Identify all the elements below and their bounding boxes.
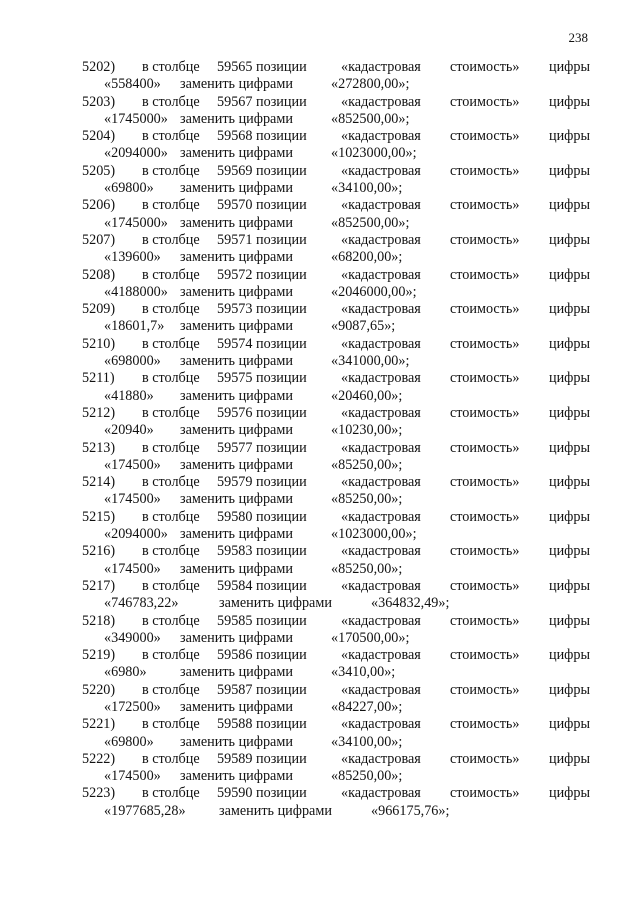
digits-label: цифры bbox=[549, 612, 591, 629]
replace-label: заменить цифрами bbox=[180, 145, 293, 162]
new-value: «34100,00»; bbox=[331, 733, 403, 750]
cost-label: стоимость» bbox=[450, 231, 520, 248]
cadastral-label: «кадастровая bbox=[341, 59, 421, 75]
cadastral-label: «кадастровая bbox=[341, 128, 421, 145]
digits-label: цифры bbox=[549, 59, 591, 75]
cost-label: стоимость» bbox=[450, 197, 520, 214]
in-column-label: в столбце bbox=[142, 543, 200, 560]
digits-label: цифры bbox=[549, 750, 591, 767]
replace-label: заменить цифрами bbox=[180, 733, 293, 750]
position-word: позиции bbox=[256, 301, 307, 318]
column-position bbox=[217, 128, 307, 145]
cost-label: стоимость» bbox=[450, 647, 520, 664]
cost-label: стоимость» bbox=[450, 681, 520, 698]
new-value: «341000,00»; bbox=[331, 353, 410, 370]
cadastral-label: «кадастровая bbox=[341, 370, 421, 387]
cadastral-label: «кадастровая bbox=[341, 543, 421, 560]
old-value: «174500» bbox=[104, 560, 161, 577]
column-position bbox=[217, 751, 307, 768]
old-value: «174500» bbox=[104, 456, 161, 473]
item-number: 5203) bbox=[82, 93, 116, 110]
item-number: 5223) bbox=[82, 785, 116, 802]
cadastral-label: «кадастровая bbox=[341, 231, 421, 248]
item-number: 5212) bbox=[82, 404, 116, 421]
column-position bbox=[217, 543, 307, 560]
new-value: «10230,00»; bbox=[331, 422, 403, 439]
new-value: «852500,00»; bbox=[331, 110, 410, 127]
column-number: 59585 bbox=[217, 612, 253, 629]
digits-label: цифры bbox=[549, 266, 591, 283]
column-number: 59584 bbox=[217, 577, 253, 594]
cadastral-label: «кадастровая bbox=[341, 404, 421, 421]
new-value: «2046000,00»; bbox=[331, 283, 417, 300]
new-value: «85250,00»; bbox=[331, 491, 403, 508]
replace-label: заменить цифрами bbox=[180, 387, 293, 404]
position-word: позиции bbox=[256, 231, 307, 248]
item-number: 5222) bbox=[82, 750, 116, 767]
digits-label: цифры bbox=[549, 577, 591, 594]
item-number: 5205) bbox=[82, 162, 116, 179]
old-value: «1745000» bbox=[104, 214, 168, 231]
cadastral-label: «кадастровая bbox=[341, 785, 421, 802]
cost-label: стоимость» bbox=[450, 612, 520, 629]
in-column-label: в столбце bbox=[142, 716, 200, 733]
replace-label: заменить цифрами bbox=[180, 180, 293, 197]
position-word: позиции bbox=[256, 508, 307, 525]
item-number: 5210) bbox=[82, 335, 116, 352]
list-item bbox=[0, 785, 639, 820]
cadastral-label: «кадастровая bbox=[341, 335, 421, 352]
in-column-label: в столбце bbox=[142, 647, 200, 664]
column-position bbox=[217, 578, 307, 595]
old-value: «69800» bbox=[104, 733, 154, 750]
position-word: позиции bbox=[256, 681, 307, 698]
cost-label: стоимость» bbox=[450, 577, 520, 594]
old-value: «2094000» bbox=[104, 526, 168, 543]
column-number: 59583 bbox=[217, 543, 253, 560]
replace-label: заменить цифрами bbox=[180, 249, 293, 266]
replace-label: заменить цифрами bbox=[180, 491, 293, 508]
column-number: 59571 bbox=[217, 231, 253, 248]
in-column-label: в столбце bbox=[142, 231, 200, 248]
column-number: 59567 bbox=[217, 93, 253, 110]
cadastral-label: «кадастровая bbox=[341, 681, 421, 698]
replace-label: заменить цифрами bbox=[180, 422, 293, 439]
replace-label: заменить цифрами bbox=[219, 595, 332, 612]
position-word: позиции bbox=[256, 474, 307, 491]
replace-label: заменить цифрами bbox=[180, 76, 293, 93]
position-word: позиции bbox=[256, 439, 307, 456]
position-word: позиции bbox=[256, 59, 307, 75]
digits-label: цифры bbox=[549, 197, 591, 214]
column-number: 59588 bbox=[217, 716, 253, 733]
position-word: позиции bbox=[256, 128, 307, 145]
old-value: «4188000» bbox=[104, 283, 168, 300]
column-position bbox=[217, 59, 307, 76]
column-number: 59586 bbox=[217, 647, 253, 664]
new-value: «85250,00»; bbox=[331, 456, 403, 473]
column-position bbox=[217, 163, 307, 180]
digits-label: цифры bbox=[549, 785, 591, 802]
list-item bbox=[0, 613, 639, 648]
column-number: 59574 bbox=[217, 335, 253, 352]
old-value: «2094000» bbox=[104, 145, 168, 162]
cost-label: стоимость» bbox=[450, 335, 520, 352]
item-number: 5202) bbox=[82, 59, 116, 75]
column-position bbox=[217, 94, 307, 111]
replace-label: заменить цифрами bbox=[180, 768, 293, 785]
old-value: «139600» bbox=[104, 249, 161, 266]
cost-label: стоимость» bbox=[450, 93, 520, 110]
list-item bbox=[0, 197, 639, 232]
new-value: «68200,00»; bbox=[331, 249, 403, 266]
item-number: 5216) bbox=[82, 543, 116, 560]
position-word: позиции bbox=[256, 404, 307, 421]
new-value: «966175,76»; bbox=[371, 802, 450, 819]
new-value: «1023000,00»; bbox=[331, 145, 417, 162]
digits-label: цифры bbox=[549, 370, 591, 387]
cost-label: стоимость» bbox=[450, 508, 520, 525]
column-number: 59568 bbox=[217, 128, 253, 145]
column-number: 59589 bbox=[217, 750, 253, 767]
old-value: «18601,7» bbox=[104, 318, 165, 335]
list-item bbox=[0, 474, 639, 509]
digits-label: цифры bbox=[549, 231, 591, 248]
column-number: 59572 bbox=[217, 266, 253, 283]
column-position bbox=[217, 716, 307, 733]
cadastral-label: «кадастровая bbox=[341, 750, 421, 767]
old-value: «698000» bbox=[104, 353, 161, 370]
digits-label: цифры bbox=[549, 162, 591, 179]
item-number: 5208) bbox=[82, 266, 116, 283]
digits-label: цифры bbox=[549, 647, 591, 664]
item-number: 5215) bbox=[82, 508, 116, 525]
in-column-label: в столбце bbox=[142, 162, 200, 179]
list-item bbox=[0, 163, 639, 198]
cost-label: стоимость» bbox=[450, 543, 520, 560]
new-value: «20460,00»; bbox=[331, 387, 403, 404]
column-position bbox=[217, 370, 307, 387]
in-column-label: в столбце bbox=[142, 750, 200, 767]
old-value: «41880» bbox=[104, 387, 154, 404]
old-value: «1977685,28» bbox=[104, 802, 186, 819]
in-column-label: в столбце bbox=[142, 577, 200, 594]
column-number: 59577 bbox=[217, 439, 253, 456]
new-value: «84227,00»; bbox=[331, 698, 403, 715]
replace-label: заменить цифрами bbox=[180, 560, 293, 577]
column-number: 59569 bbox=[217, 162, 253, 179]
list-item bbox=[0, 405, 639, 440]
column-position bbox=[217, 197, 307, 214]
old-value: «349000» bbox=[104, 629, 161, 646]
item-number: 5206) bbox=[82, 197, 116, 214]
item-number: 5204) bbox=[82, 128, 116, 145]
cost-label: стоимость» bbox=[450, 59, 520, 75]
list-item bbox=[0, 716, 639, 751]
digits-label: цифры bbox=[549, 404, 591, 421]
replace-label: заменить цифрами bbox=[180, 526, 293, 543]
new-value: «272800,00»; bbox=[331, 76, 410, 93]
column-position bbox=[217, 301, 307, 318]
list-item bbox=[0, 543, 639, 578]
cadastral-label: «кадастровая bbox=[341, 474, 421, 491]
position-word: позиции bbox=[256, 335, 307, 352]
digits-label: цифры bbox=[549, 93, 591, 110]
old-value: «174500» bbox=[104, 768, 161, 785]
cadastral-label: «кадастровая bbox=[341, 508, 421, 525]
cadastral-label: «кадастровая bbox=[341, 197, 421, 214]
position-word: позиции bbox=[256, 197, 307, 214]
position-word: позиции bbox=[256, 785, 307, 802]
new-value: «170500,00»; bbox=[331, 629, 410, 646]
digits-label: цифры bbox=[549, 543, 591, 560]
page-number: 238 bbox=[568, 30, 588, 45]
in-column-label: в столбце bbox=[142, 404, 200, 421]
position-word: позиции bbox=[256, 577, 307, 594]
replace-label: заменить цифрами bbox=[219, 802, 332, 819]
position-word: позиции bbox=[256, 647, 307, 664]
old-value: «6980» bbox=[104, 664, 147, 681]
list-item bbox=[0, 232, 639, 267]
old-value: «558400» bbox=[104, 76, 161, 93]
column-position bbox=[217, 336, 307, 353]
cadastral-label: «кадастровая bbox=[341, 647, 421, 664]
digits-label: цифры bbox=[549, 716, 591, 733]
position-word: позиции bbox=[256, 750, 307, 767]
new-value: «34100,00»; bbox=[331, 180, 403, 197]
cost-label: стоимость» bbox=[450, 266, 520, 283]
list-item bbox=[0, 370, 639, 405]
cadastral-label: «кадастровая bbox=[341, 301, 421, 318]
in-column-label: в столбце bbox=[142, 439, 200, 456]
column-number: 59570 bbox=[217, 197, 253, 214]
in-column-label: в столбце bbox=[142, 508, 200, 525]
in-column-label: в столбце bbox=[142, 59, 200, 75]
in-column-label: в столбце bbox=[142, 785, 200, 802]
cost-label: стоимость» bbox=[450, 750, 520, 767]
column-position bbox=[217, 647, 307, 664]
position-word: позиции bbox=[256, 370, 307, 387]
cost-label: стоимость» bbox=[450, 439, 520, 456]
digits-label: цифры bbox=[549, 681, 591, 698]
column-number: 59573 bbox=[217, 301, 253, 318]
in-column-label: в столбце bbox=[142, 335, 200, 352]
cadastral-label: «кадастровая bbox=[341, 266, 421, 283]
in-column-label: в столбце bbox=[142, 266, 200, 283]
old-value: «69800» bbox=[104, 180, 154, 197]
replace-label: заменить цифрами bbox=[180, 110, 293, 127]
replace-label: заменить цифрами bbox=[180, 456, 293, 473]
replace-label: заменить цифрами bbox=[180, 664, 293, 681]
replace-label: заменить цифрами bbox=[180, 318, 293, 335]
item-number: 5207) bbox=[82, 231, 116, 248]
amendments-list bbox=[0, 59, 639, 820]
cost-label: стоимость» bbox=[450, 716, 520, 733]
position-word: позиции bbox=[256, 266, 307, 283]
column-number: 59580 bbox=[217, 508, 253, 525]
column-number: 59575 bbox=[217, 370, 253, 387]
digits-label: цифры bbox=[549, 128, 591, 145]
item-number: 5209) bbox=[82, 301, 116, 318]
column-number: 59587 bbox=[217, 681, 253, 698]
replace-label: заменить цифрами bbox=[180, 214, 293, 231]
cadastral-label: «кадастровая bbox=[341, 577, 421, 594]
column-position bbox=[217, 682, 307, 699]
list-item bbox=[0, 751, 639, 786]
digits-label: цифры bbox=[549, 439, 591, 456]
column-number: 59576 bbox=[217, 404, 253, 421]
cadastral-label: «кадастровая bbox=[341, 612, 421, 629]
list-item bbox=[0, 267, 639, 302]
list-item bbox=[0, 336, 639, 371]
item-number: 5214) bbox=[82, 474, 116, 491]
in-column-label: в столбце bbox=[142, 681, 200, 698]
list-item bbox=[0, 94, 639, 129]
list-item bbox=[0, 59, 639, 94]
old-value: «174500» bbox=[104, 491, 161, 508]
position-word: позиции bbox=[256, 612, 307, 629]
digits-label: цифры bbox=[549, 508, 591, 525]
position-word: позиции bbox=[256, 93, 307, 110]
list-item bbox=[0, 128, 639, 163]
cost-label: стоимость» bbox=[450, 404, 520, 421]
replace-label: заменить цифрами bbox=[180, 283, 293, 300]
cadastral-label: «кадастровая bbox=[341, 439, 421, 456]
list-item bbox=[0, 578, 639, 613]
column-position bbox=[217, 785, 307, 802]
column-position bbox=[217, 267, 307, 284]
column-position bbox=[217, 232, 307, 249]
cost-label: стоимость» bbox=[450, 474, 520, 491]
digits-label: цифры bbox=[549, 474, 591, 491]
position-word: позиции bbox=[256, 543, 307, 560]
item-number: 5211) bbox=[82, 370, 115, 387]
position-word: позиции bbox=[256, 162, 307, 179]
new-value: «9087,65»; bbox=[331, 318, 396, 335]
replace-label: заменить цифрами bbox=[180, 698, 293, 715]
old-value: «746783,22» bbox=[104, 595, 179, 612]
cadastral-label: «кадастровая bbox=[341, 93, 421, 110]
list-item bbox=[0, 509, 639, 544]
in-column-label: в столбце bbox=[142, 474, 200, 491]
in-column-label: в столбце bbox=[142, 301, 200, 318]
item-number: 5220) bbox=[82, 681, 116, 698]
cost-label: стоимость» bbox=[450, 128, 520, 145]
old-value: «172500» bbox=[104, 698, 161, 715]
column-position bbox=[217, 613, 307, 630]
cost-label: стоимость» bbox=[450, 301, 520, 318]
list-item bbox=[0, 647, 639, 682]
item-number: 5213) bbox=[82, 439, 116, 456]
column-position bbox=[217, 405, 307, 422]
new-value: «1023000,00»; bbox=[331, 526, 417, 543]
digits-label: цифры bbox=[549, 301, 591, 318]
new-value: «364832,49»; bbox=[371, 595, 450, 612]
new-value: «3410,00»; bbox=[331, 664, 396, 681]
replace-label: заменить цифрами bbox=[180, 629, 293, 646]
item-number: 5221) bbox=[82, 716, 116, 733]
in-column-label: в столбце bbox=[142, 612, 200, 629]
position-word: позиции bbox=[256, 716, 307, 733]
in-column-label: в столбце bbox=[142, 93, 200, 110]
column-position bbox=[217, 440, 307, 457]
new-value: «85250,00»; bbox=[331, 768, 403, 785]
digits-label: цифры bbox=[549, 335, 591, 352]
cost-label: стоимость» bbox=[450, 370, 520, 387]
item-number: 5219) bbox=[82, 647, 116, 664]
in-column-label: в столбце bbox=[142, 197, 200, 214]
column-number: 59565 bbox=[217, 59, 253, 75]
in-column-label: в столбце bbox=[142, 128, 200, 145]
in-column-label: в столбце bbox=[142, 370, 200, 387]
cadastral-label: «кадастровая bbox=[341, 716, 421, 733]
old-value: «1745000» bbox=[104, 110, 168, 127]
item-number: 5217) bbox=[82, 577, 116, 594]
column-number: 59590 bbox=[217, 785, 253, 802]
new-value: «85250,00»; bbox=[331, 560, 403, 577]
replace-label: заменить цифрами bbox=[180, 353, 293, 370]
column-position bbox=[217, 509, 307, 526]
list-item bbox=[0, 301, 639, 336]
cost-label: стоимость» bbox=[450, 785, 520, 802]
item-number: 5218) bbox=[82, 612, 116, 629]
new-value: «852500,00»; bbox=[331, 214, 410, 231]
list-item bbox=[0, 682, 639, 717]
cadastral-label: «кадастровая bbox=[341, 162, 421, 179]
list-item bbox=[0, 440, 639, 475]
old-value: «20940» bbox=[104, 422, 154, 439]
column-position bbox=[217, 474, 307, 491]
cost-label: стоимость» bbox=[450, 162, 520, 179]
column-number: 59579 bbox=[217, 474, 253, 491]
